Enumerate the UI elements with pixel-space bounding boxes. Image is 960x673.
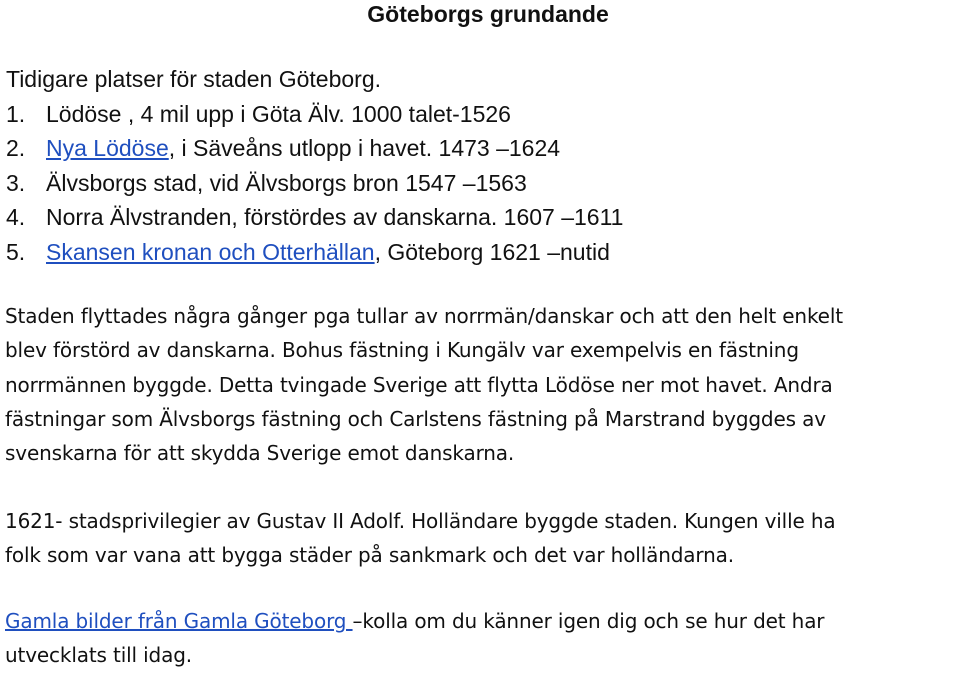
list-item — [6, 200, 623, 235]
paragraph-line: blev förstörd av danskarna. Bohus fästning i Kungälv var exempelvis en fästning — [5, 338, 799, 363]
paragraph-line — [5, 604, 957, 638]
skansen-kronan-link[interactable]: Skansen kronan och Otterhällan — [46, 238, 375, 265]
list-item-text: , Göteborg 1621 –nutid — [374, 238, 610, 265]
privileges-paragraph — [5, 504, 957, 573]
list-item-number: 4. — [6, 204, 26, 230]
history-paragraph — [5, 299, 957, 470]
list-item-text: , i Säveåns utlopp i havet. 1473 –1624 — [168, 135, 561, 161]
page-title: Göteborgs grundande — [367, 1, 609, 27]
paragraph-line: 1621- stadsprivilegier av Gustav II Adolf. Holländare byggde staden. Kungen ville ha — [5, 509, 836, 533]
list-item — [6, 166, 623, 201]
nya-lodose-link[interactable]: Nya Lödöse — [46, 135, 169, 161]
list-item-number: 3. — [6, 169, 26, 196]
paragraph-line: fästningar som Älvsborgs fästning och Carlstens fästning på Marstrand byggdes av — [5, 406, 826, 431]
paragraph-line: utvecklats till idag. — [5, 643, 192, 668]
gamla-bilder-link[interactable]: Gamla bilder från Gamla Göteborg — [5, 609, 353, 633]
list-item — [6, 235, 623, 270]
old-pictures-paragraph — [5, 604, 957, 673]
list-intro: Tidigare platser för staden Göteborg. — [6, 66, 382, 92]
list-item-text: Lödöse , 4 mil upp i Göta Älv. 1000 talet-1526 — [46, 100, 511, 127]
list-item — [6, 97, 623, 132]
list-item-number: 5. — [6, 238, 26, 265]
list-item-number: 1. — [6, 100, 26, 127]
list-item-number: 2. — [6, 135, 26, 161]
list-item-text: Norra Älvstranden, förstördes av danskarna. 1607 –1611 — [46, 204, 624, 230]
paragraph-text: –kolla om du känner igen dig och se hur det har — [352, 609, 825, 633]
list-item — [6, 131, 623, 166]
list-item-text: Älvsborgs stad, vid Älvsborgs bron 1547 –1563 — [46, 169, 527, 196]
places-list — [6, 62, 623, 269]
paragraph-line: folk som var vana att bygga städer på sankmark och det var holländarna. — [5, 543, 734, 568]
paragraph-line: norrmännen byggde. Detta tvingade Sverige att flytta Lödöse ner mot havet. Andra — [5, 372, 833, 397]
paragraph-line: Staden flyttades några gånger pga tullar av norrmän/danskar och att den helt enkelt — [5, 304, 843, 328]
paragraph-line: svenskarna för att skydda Sverige emot danskarna. — [5, 441, 515, 466]
